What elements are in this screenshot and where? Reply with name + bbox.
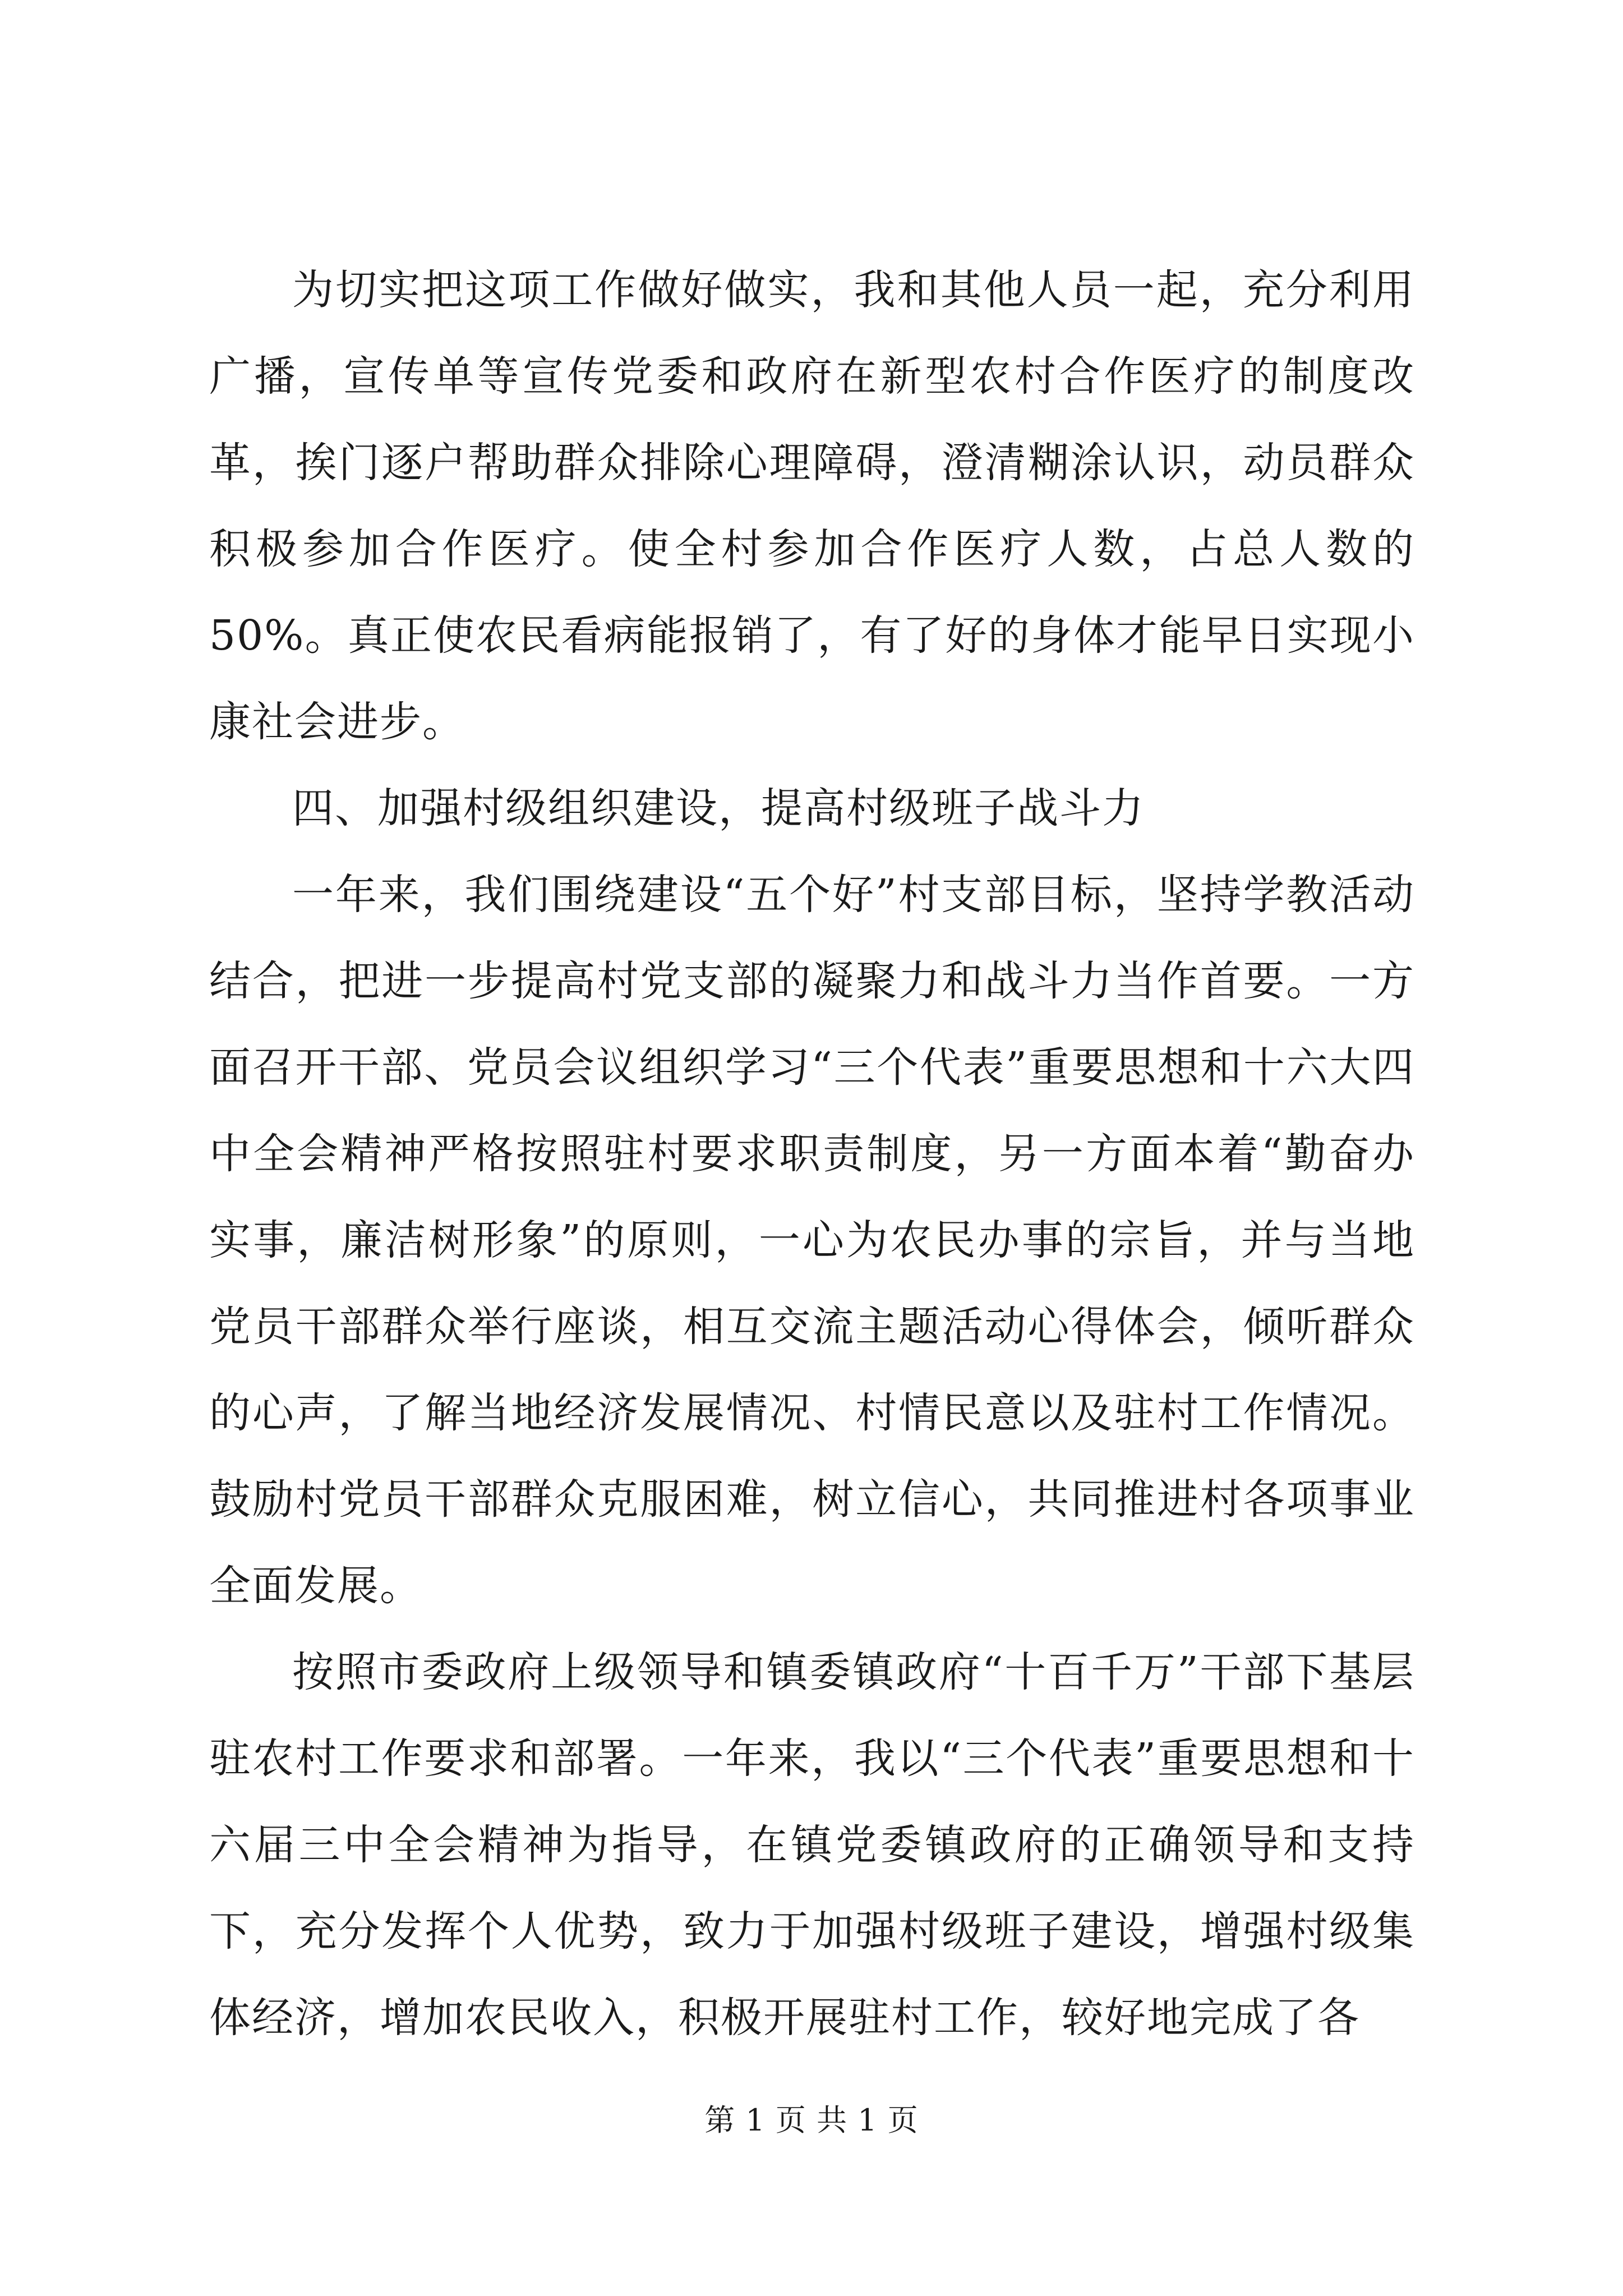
paragraph-party-branch: 一年来，我们围绕建设“五个好”村支部目标，坚持学教活动结合，把进一步提高村党支部的凝聚力和战斗力当作首要。一方面召开干部、党员会议组织学习“三个代表”重要思想和十六大四中全会精神严格按照驻村要求职责制度，另一方面本着“勤奋办实事，廉洁树形象”的原则，一心为农民办事的宗旨，并与当地党员干部群众举行座谈，相互交流主题活动心得体会，倾听群众的心声，了解当地经济发展情况、村情民意以及驻村工作情况。鼓励村党员干部群众克服困难，树立信心，共同推进村各项事业全面发展。 [209, 871, 1415, 1610]
page-footer: 第 1 页 共 1 页 [704, 2102, 919, 2138]
section-heading-village-organization: 四、加强村级组织建设，提高村级班子战斗力 [292, 784, 1145, 832]
paragraph-medical-cooperation: 为切实把这项工作做好做实，我和其他人员一起，充分利用广播，宣传单等宣传党委和政府在新型农村合作医疗的制度改革，挨门逐户帮助群众排除心理障碍，澄清糊涂认识，动员群众积极参加合作医疗。使全村参加合作医疗人数，占总人数的50%。真正使农民看病能报销了，有了好的身体才能早日实现小康社会进步。 [209, 266, 1415, 746]
paragraph-village-work: 按照市委政府上级领导和镇委镇政府“十百千万”干部下基层驻农村工作要求和部署。一年来，我以“三个代表”重要思想和十六届三中全会精神为指导，在镇党委镇政府的正确领导和支持下，充分发挥个人优势，致力于加强村级班子建设，增强村级集体经济，增加农民收入，积极开展驻村工作，较好地完成了各 [209, 1648, 1415, 2042]
document-body [209, 247, 1415, 2061]
